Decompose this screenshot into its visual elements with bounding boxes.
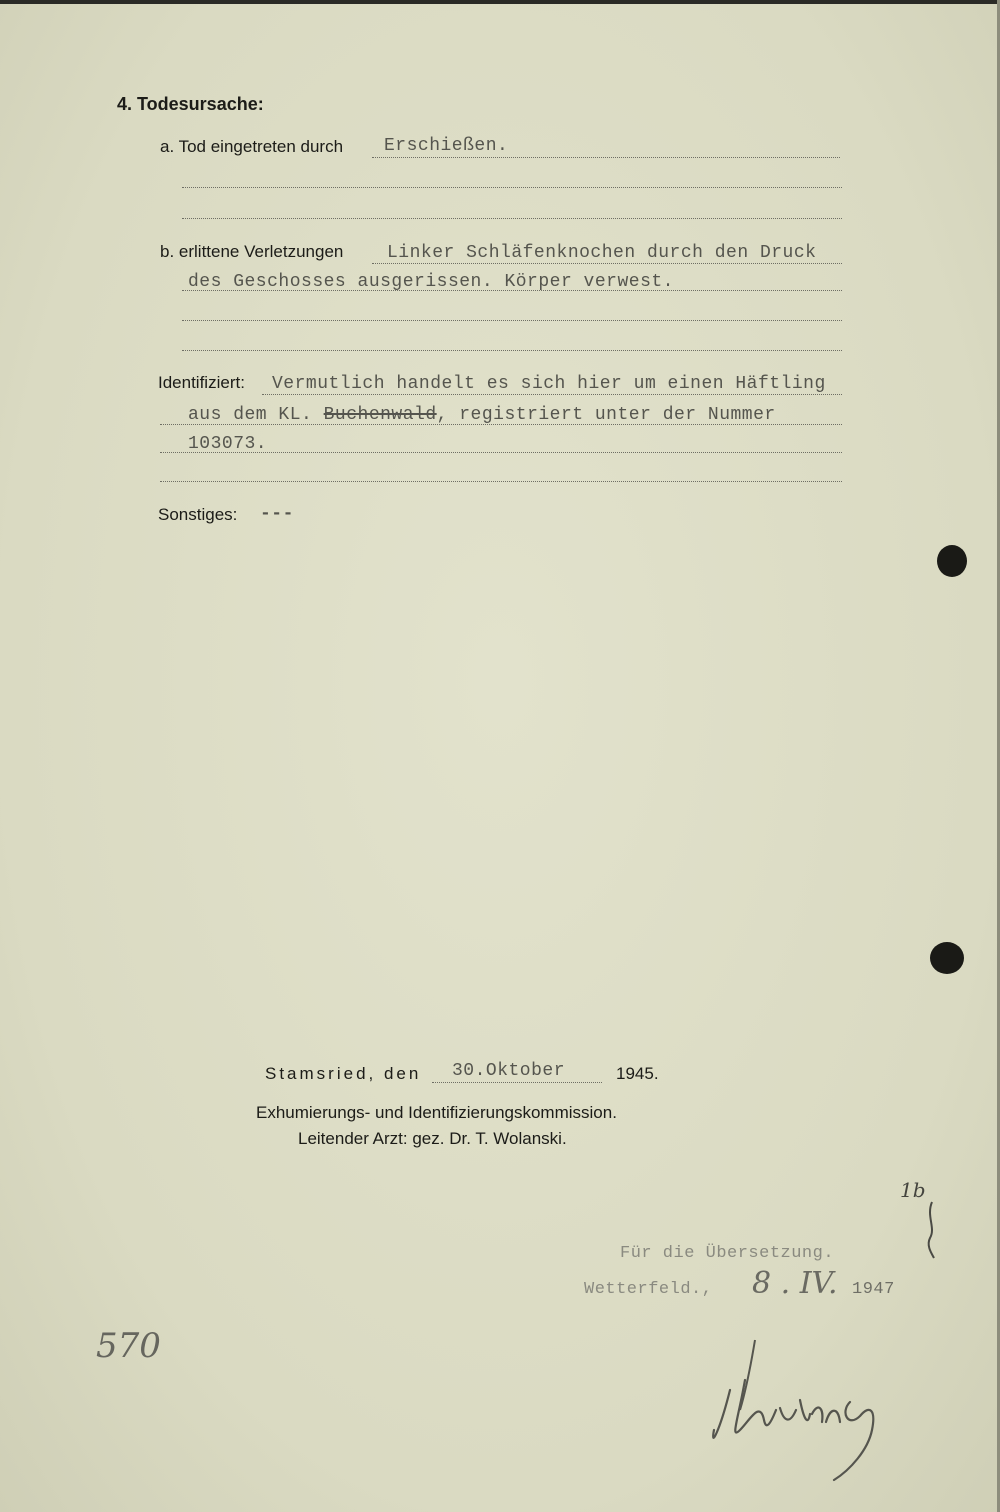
dotted-line bbox=[182, 320, 842, 321]
injuries-line-1: Linker Schläfenknochen durch den Druck bbox=[387, 243, 817, 263]
dotted-line bbox=[182, 218, 842, 219]
dotted-line bbox=[160, 424, 842, 425]
section-title: 4. Todesursache: bbox=[117, 94, 264, 114]
page-edge-top bbox=[0, 0, 1000, 4]
dotted-line bbox=[160, 481, 842, 482]
misc-value: --- bbox=[260, 504, 294, 524]
identified-line-3: 103073. bbox=[188, 434, 268, 454]
struck-word: Buchenwald bbox=[323, 405, 437, 425]
cause-label: a. Tod eingetreten durch bbox=[160, 137, 344, 156]
corner-mark: 1b bbox=[900, 1178, 926, 1202]
dotted-line bbox=[372, 263, 842, 264]
misc-label: Sonstiges: bbox=[158, 505, 238, 524]
translation-line: Für die Übersetzung. bbox=[620, 1244, 835, 1263]
translation-place: Wetterfeld., bbox=[584, 1280, 713, 1299]
dotted-line bbox=[372, 157, 840, 158]
injuries-line-2: des Geschosses ausgerissen. Körper verwest. bbox=[188, 272, 674, 292]
injuries-label: b. erlittene Verletzungen bbox=[160, 242, 344, 261]
dotted-line bbox=[262, 394, 842, 395]
commission-name: Exhumierungs- und Identifizierungskommission. bbox=[256, 1103, 617, 1122]
place-label: Stamsried, den bbox=[265, 1064, 422, 1083]
punch-hole bbox=[930, 942, 964, 974]
identified-label: Identifiziert: bbox=[158, 373, 245, 392]
translation-year: 1947 bbox=[852, 1280, 895, 1299]
margin-stroke bbox=[922, 1198, 942, 1262]
cause-value: Erschießen. bbox=[384, 136, 509, 156]
margin-note: 570 bbox=[96, 1326, 161, 1366]
year-value: 1945. bbox=[616, 1064, 659, 1083]
punch-hole bbox=[937, 545, 967, 577]
identified-line-2: aus dem KL. Buchenwald, registriert unter der Nummer bbox=[188, 405, 776, 425]
dotted-line bbox=[160, 452, 842, 453]
date-value: 30.Oktober bbox=[452, 1061, 566, 1081]
signature bbox=[700, 1330, 900, 1490]
doctor-line: Leitender Arzt: gez. Dr. T. Wolanski. bbox=[298, 1129, 567, 1148]
dotted-line bbox=[182, 290, 842, 291]
identified-line-1: Vermutlich handelt es sich hier um einen Häftling bbox=[272, 374, 826, 394]
dotted-line bbox=[182, 187, 842, 188]
dotted-line bbox=[432, 1082, 602, 1083]
translation-date: 8 . IV. bbox=[752, 1266, 838, 1301]
dotted-line bbox=[182, 350, 842, 351]
